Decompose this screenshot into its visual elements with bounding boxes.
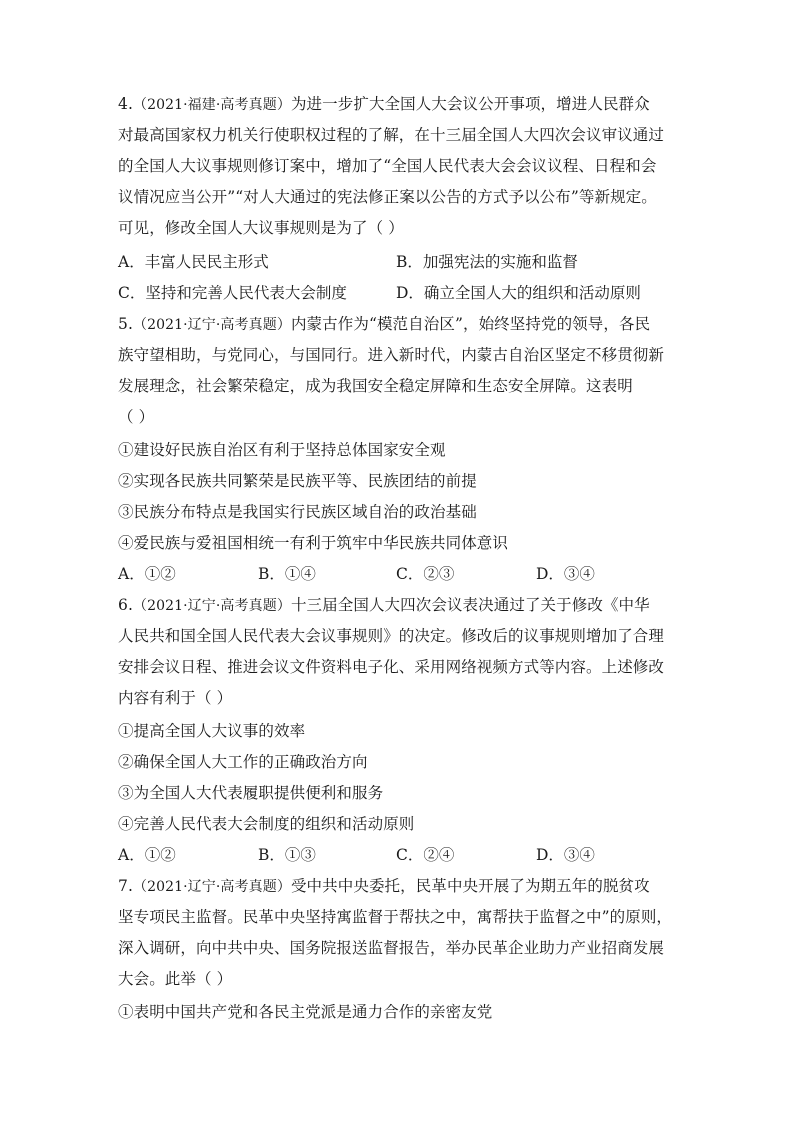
statement-3: ③民族分布特点是我国实行民族区域自治的政治基础: [118, 503, 477, 521]
choice-d[interactable]: D．确立全国人大的组织和活动原则: [396, 284, 641, 302]
question-5-line-2: 族守望相助，与党同心，与国同行。进入新时代，内蒙古自治区坚定不移贯彻新: [118, 346, 665, 364]
statement-1: ①建设好民族自治区有利于坚持总体国家安全观: [118, 441, 446, 459]
choice-b[interactable]: B．加强宪法的实施和监督: [396, 253, 578, 271]
question-number: 7: [118, 877, 128, 895]
question-4-line-4: 议情况应当公开”“对人大通过的宪法修正案以公告的方式予以公布”等新规定。: [118, 188, 657, 206]
choice-b[interactable]: B．①④: [258, 565, 316, 583]
statement-3: ③为全国人大代表履职提供便利和服务: [118, 784, 384, 802]
choice-c[interactable]: C．②④: [396, 846, 455, 864]
statement-4: ④爱民族与爱祖国相统一有利于筑牢中华民族共同体意识: [118, 534, 509, 552]
question-4-line-2: 对最高国家权力机关行使职权过程的了解，在十三届全国人大四次会议审议通过: [118, 126, 665, 144]
question-5-line-1: 5.（2021·辽宁·高考真题）内蒙古作为“模范自治区”，始终坚持党的领导，各民: [118, 315, 651, 333]
question-6-line-1: 6.（2021·辽宁·高考真题）十三届全国人大四次会议表决通过了关于修改《中华: [118, 596, 650, 614]
question-6-line-2: 人民共和国全国人民代表大会议事规则》的决定。修改后的议事规则增加了合理: [118, 627, 665, 645]
question-source: （2021·辽宁·高考真题）: [133, 317, 291, 333]
question-7-line-2: 坚专项民主监督。民革中央坚持寓监督于帮扶之中，寓帮扶于监督之中”的原则，: [118, 908, 673, 926]
choice-d[interactable]: D．③④: [536, 846, 595, 864]
question-text: 为进一步扩大全国人大会议公开事项，增进人民群众: [290, 95, 650, 113]
question-7-line-1: 7.（2021·辽宁·高考真题）受中共中央委托，民革中央开展了为期五年的脱贫攻: [118, 877, 650, 895]
question-source: （2021·辽宁·高考真题）: [133, 598, 291, 614]
statement-1: ①表明中国共产党和各民主党派是通力合作的亲密友党: [118, 1003, 493, 1021]
question-number: 4: [118, 95, 128, 113]
choice-c[interactable]: C．坚持和完善人民代表大会制度: [118, 284, 347, 302]
choice-a[interactable]: A．①②: [118, 565, 176, 583]
question-5-line-3: 发展理念，社会繁荣稳定，成为我国安全稳定屏障和生态安全屏障。这表明: [118, 377, 633, 395]
choice-a[interactable]: A．丰富人民民主形式: [118, 253, 269, 271]
choice-a[interactable]: A．①②: [118, 846, 176, 864]
question-text: 十三届全国人大四次会议表决通过了关于修改《中华: [290, 596, 650, 614]
question-source: （2021·辽宁·高考真题）: [133, 879, 291, 895]
statement-2: ②实现各民族共同繁荣是民族平等、民族团结的前提: [118, 472, 477, 490]
question-7-line-3: 深入调研，向中共中央、国务院报送监督报告，举办民革企业助力产业招商发展: [118, 939, 665, 957]
question-source: （2021·福建·高考真题）: [133, 97, 291, 113]
choice-c[interactable]: C．②③: [396, 565, 455, 583]
question-6-line-4: 内容有利于（ ）: [118, 689, 233, 707]
choice-d[interactable]: D．③④: [536, 565, 595, 583]
choice-b[interactable]: B．①③: [258, 846, 316, 864]
question-5-line-4: （ ）: [118, 408, 155, 426]
question-6-line-3: 安排会议日程、推进会议文件资料电子化、采用网络视频方式等内容。上述修改: [118, 658, 665, 676]
statement-4: ④完善人民代表大会制度的组织和活动原则: [118, 815, 415, 833]
question-number: 6: [118, 596, 128, 614]
question-text: 内蒙古作为“模范自治区”，始终坚持党的领导，各民: [290, 315, 651, 333]
question-text: 受中共中央委托，民革中央开展了为期五年的脱贫攻: [290, 877, 650, 895]
question-4-line-5: 可见，修改全国人大议事规则是为了（ ）: [118, 219, 404, 237]
statement-1: ①提高全国人大议事的效率: [118, 722, 306, 740]
question-7-line-4: 大会。此举（ ）: [118, 970, 233, 988]
question-4-line-3: 的全国人大议事规则修订案中，增加了“全国人民代表大会会议议程、日程和会: [118, 157, 657, 175]
statement-2: ②确保全国人大工作的正确政治方向: [118, 753, 368, 771]
question-4-line-1: 4.（2021·福建·高考真题）为进一步扩大全国人大会议公开事项，增进人民群众: [118, 95, 650, 113]
question-number: 5: [118, 315, 128, 333]
